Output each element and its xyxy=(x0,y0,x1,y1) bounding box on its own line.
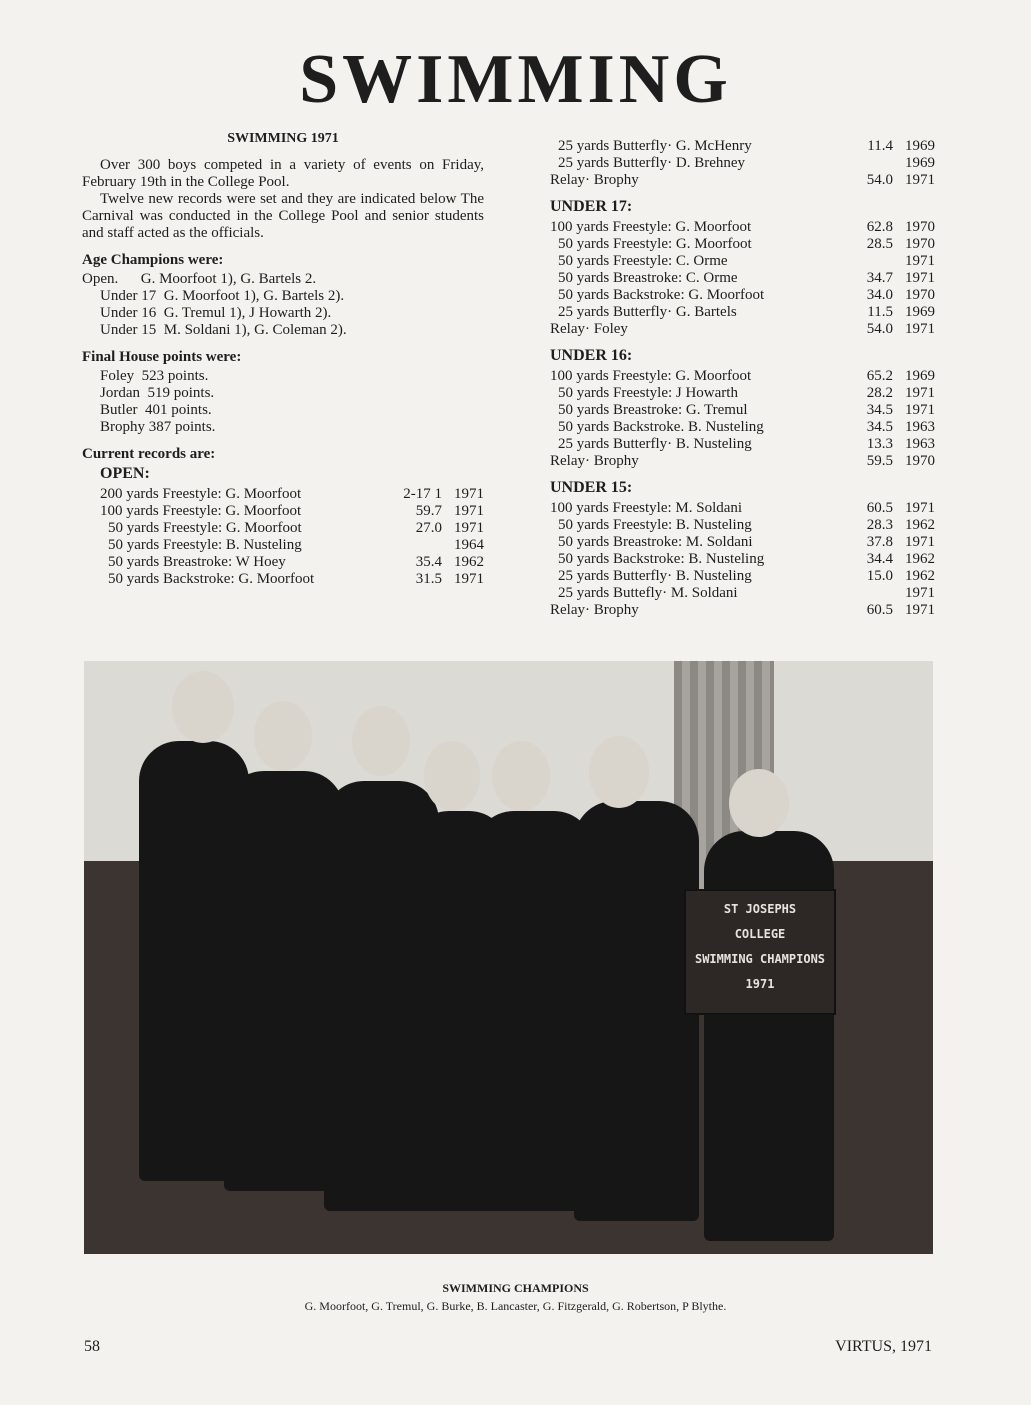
intro-heading: SWIMMING 1971 xyxy=(227,131,339,146)
swimmer-face xyxy=(172,671,234,743)
open-records-continued xyxy=(550,138,935,189)
record-time: 59.7 xyxy=(415,503,442,519)
sign-line: 1971 xyxy=(745,977,775,991)
record-year: 1962 xyxy=(905,568,935,584)
record-event: 100 yards Freestyle: G. Moorfoot xyxy=(550,368,752,384)
record-time xyxy=(841,155,893,172)
record-event: 50 yards Breastroke: G. Tremul xyxy=(558,402,748,418)
records-heading: Current records are: xyxy=(82,446,216,462)
record-row xyxy=(82,537,484,554)
swimmer-face xyxy=(729,769,789,837)
record-year: 1963 xyxy=(905,436,935,452)
record-event: 100 yards Freestyle: G. Moorfoot xyxy=(100,503,302,519)
record-time: 34.0 xyxy=(866,287,893,303)
record-year: 1971 xyxy=(454,503,484,519)
record-row xyxy=(550,368,935,385)
record-time: 37.8 xyxy=(866,534,893,550)
record-time: 35.4 xyxy=(415,554,442,570)
left-column xyxy=(82,130,484,588)
under16-heading: UNDER 16: xyxy=(550,347,633,364)
open-heading: OPEN: xyxy=(100,465,150,482)
record-time: 54.0 xyxy=(866,321,893,337)
record-year: 1969 xyxy=(905,155,935,171)
record-year: 1971 xyxy=(905,602,935,618)
under15-records-table xyxy=(550,500,935,619)
record-year: 1964 xyxy=(454,537,484,553)
record-row xyxy=(550,236,935,253)
record-year: 1962 xyxy=(905,517,935,533)
record-event: 50 yards Freestyle: C. Orme xyxy=(558,253,728,269)
record-time: 28.5 xyxy=(866,236,893,252)
record-event: 50 yards Backstroke: G. Moorfoot xyxy=(108,571,315,587)
record-year: 1971 xyxy=(905,172,935,188)
record-year: 1970 xyxy=(905,453,935,469)
record-event: Relay· Foley xyxy=(550,321,628,337)
record-event: 25 yards Butterfly· B. Nusteling xyxy=(558,436,752,452)
record-row xyxy=(550,287,935,304)
page-title: SWIMMING xyxy=(299,41,732,118)
record-time: 65.2 xyxy=(866,368,893,384)
record-row xyxy=(82,503,484,520)
record-event: 200 yards Freestyle: G. Moorfoot xyxy=(100,486,302,502)
record-row xyxy=(550,138,935,155)
record-time: 31.5 xyxy=(415,571,442,587)
record-time xyxy=(841,253,893,270)
record-year: 1971 xyxy=(905,385,935,401)
record-time: 11.4 xyxy=(867,138,893,154)
record-event: 50 yards Backstroke: B. Nusteling xyxy=(558,551,765,567)
record-time: 15.0 xyxy=(866,568,893,584)
house-points-line: Butler 401 points. xyxy=(100,402,212,418)
record-row xyxy=(550,500,935,517)
record-time: 27.0 xyxy=(415,520,442,536)
record-year: 1971 xyxy=(905,534,935,550)
record-year: 1970 xyxy=(905,236,935,252)
record-time: 34.7 xyxy=(866,270,893,286)
record-time xyxy=(390,537,442,554)
record-year: 1971 xyxy=(905,585,935,601)
age-champion-line: Under 15 M. Soldani 1), G. Coleman 2). xyxy=(100,322,347,338)
record-year: 1971 xyxy=(454,571,484,587)
record-row xyxy=(550,436,935,453)
record-year: 1969 xyxy=(905,368,935,384)
record-year: 1963 xyxy=(905,419,935,435)
record-year: 1971 xyxy=(905,402,935,418)
under17-heading: UNDER 17: xyxy=(550,198,633,215)
photo-caption-title: SWIMMING CHAMPIONS xyxy=(442,1281,589,1295)
record-event: 50 yards Freestyle: B. Nusteling xyxy=(558,517,752,533)
record-time: 59.5 xyxy=(866,453,893,469)
record-event: Relay· Brophy xyxy=(550,172,639,188)
publication-name: VIRTUS, 1971 xyxy=(835,1338,932,1355)
house-points-line: Jordan 519 points. xyxy=(100,385,215,401)
record-time: 28.2 xyxy=(866,385,893,401)
record-time: 28.3 xyxy=(866,517,893,533)
record-time: 13.3 xyxy=(866,436,893,452)
record-year: 1970 xyxy=(905,219,935,235)
age-champion-line: Open. G. Moorfoot 1), G. Bartels 2. xyxy=(82,271,317,287)
record-event: 25 yards Butterfly· G. McHenry xyxy=(558,138,752,154)
record-row xyxy=(550,402,935,419)
record-year: 1971 xyxy=(905,270,935,286)
record-time: 34.4 xyxy=(866,551,893,567)
record-row xyxy=(550,155,935,172)
record-time: 60.5 xyxy=(866,602,893,618)
record-row xyxy=(550,568,935,585)
record-row xyxy=(550,219,935,236)
record-row xyxy=(82,571,484,588)
record-event: 50 yards Backstroke. B. Nusteling xyxy=(558,419,764,435)
record-event: 50 yards Breastroke: C. Orme xyxy=(558,270,738,286)
team-photo xyxy=(84,661,933,1254)
record-row xyxy=(550,534,935,551)
record-event: Relay· Brophy xyxy=(550,602,639,618)
house-points-line: Brophy 387 points. xyxy=(100,419,216,435)
record-year: 1969 xyxy=(905,304,935,320)
record-event: 25 yards Butterfly· B. Nusteling xyxy=(558,568,752,584)
house-points-line: Foley 523 points. xyxy=(100,368,209,384)
age-champions-heading: Age Champions were: xyxy=(82,252,224,268)
record-event: 50 yards Freestyle: B. Nusteling xyxy=(108,537,302,553)
record-time xyxy=(841,585,893,602)
intro-paragraph-2: Twelve new records were set and they are indicated below The Carnival was conducted in the College Pool and senior students and staff acted as the officials. xyxy=(82,191,484,241)
swimmer-face xyxy=(424,741,480,811)
record-event: 50 yards Freestyle: G. Moorfoot xyxy=(108,520,302,536)
record-event: 25 yards Butterfly· G. Bartels xyxy=(558,304,737,320)
record-event: 50 yards Breastroke: W Hoey xyxy=(108,554,286,570)
page-number: 58 xyxy=(84,1338,100,1355)
record-year: 1962 xyxy=(905,551,935,567)
record-row xyxy=(550,602,935,619)
record-year: 1971 xyxy=(454,486,484,502)
sign-line: ST JOSEPHS xyxy=(723,902,797,916)
record-time: 60.5 xyxy=(866,500,893,516)
record-row xyxy=(550,517,935,534)
record-row xyxy=(82,520,484,537)
record-event: 50 yards Breastroke: M. Soldani xyxy=(558,534,753,550)
record-event: Relay· Brophy xyxy=(550,453,639,469)
record-row xyxy=(550,321,935,338)
swimmer-figure xyxy=(574,801,699,1221)
record-time: 34.5 xyxy=(866,402,893,418)
record-row xyxy=(82,554,484,571)
record-event: 50 yards Freestyle: G. Moorfoot xyxy=(558,236,752,252)
record-row xyxy=(550,551,935,568)
record-row xyxy=(550,304,935,321)
record-row xyxy=(550,270,935,287)
under17-records-table xyxy=(550,219,935,338)
record-row xyxy=(550,453,935,470)
open-records-table xyxy=(82,486,484,588)
record-row xyxy=(550,585,935,602)
photo-caption-names: G. Moorfoot, G. Tremul, G. Burke, B. Lancaster, G. Fitzgerald, G. Robertson, P Blythe. xyxy=(304,1299,727,1313)
sign-line: COLLEGE xyxy=(734,927,786,941)
right-column xyxy=(550,138,935,619)
record-year: 1971 xyxy=(905,253,935,269)
age-champion-line: Under 16 G. Tremul 1), J Howarth 2). xyxy=(100,305,332,321)
record-event: 100 yards Freestyle: M. Soldani xyxy=(550,500,743,516)
swimmer-face xyxy=(492,741,550,811)
record-time: 62.8 xyxy=(866,219,893,235)
age-champion-line: Under 17 G. Moorfoot 1), G. Bartels 2). xyxy=(100,288,345,304)
record-year: 1971 xyxy=(905,500,935,516)
record-row xyxy=(550,385,935,402)
record-year: 1970 xyxy=(905,287,935,303)
record-event: 25 yards Buttefly· M. Soldani xyxy=(558,585,738,601)
house-points-heading: Final House points were: xyxy=(82,349,242,365)
record-time: 54.0 xyxy=(866,172,893,188)
record-event: 25 yards Butterfly· D. Brehney xyxy=(558,155,746,171)
under16-records-table xyxy=(550,368,935,470)
record-row xyxy=(550,172,935,189)
swimmer-face xyxy=(352,706,410,776)
record-time: 2-17 1 xyxy=(403,486,442,502)
record-row xyxy=(550,419,935,436)
record-time: 11.5 xyxy=(867,304,893,320)
under15-heading: UNDER 15: xyxy=(550,479,633,496)
record-event: 50 yards Freestyle: J Howarth xyxy=(558,385,738,401)
swimmer-face xyxy=(589,736,649,808)
champions-sign xyxy=(684,889,836,1015)
intro-paragraph-1: Over 300 boys competed in a variety of events on Friday, February 19th in the College Pool. xyxy=(82,157,484,190)
swimmer-face xyxy=(254,701,312,771)
record-event: 100 yards Freestyle: G. Moorfoot xyxy=(550,219,752,235)
record-event: 50 yards Backstroke: G. Moorfoot xyxy=(558,287,765,303)
record-year: 1962 xyxy=(454,554,484,570)
record-row xyxy=(550,253,935,270)
record-row xyxy=(82,486,484,503)
sign-line: SWIMMING CHAMPIONS xyxy=(694,952,826,966)
record-time: 34.5 xyxy=(866,419,893,435)
record-year: 1971 xyxy=(905,321,935,337)
record-year: 1971 xyxy=(454,520,484,536)
record-year: 1969 xyxy=(905,138,935,154)
